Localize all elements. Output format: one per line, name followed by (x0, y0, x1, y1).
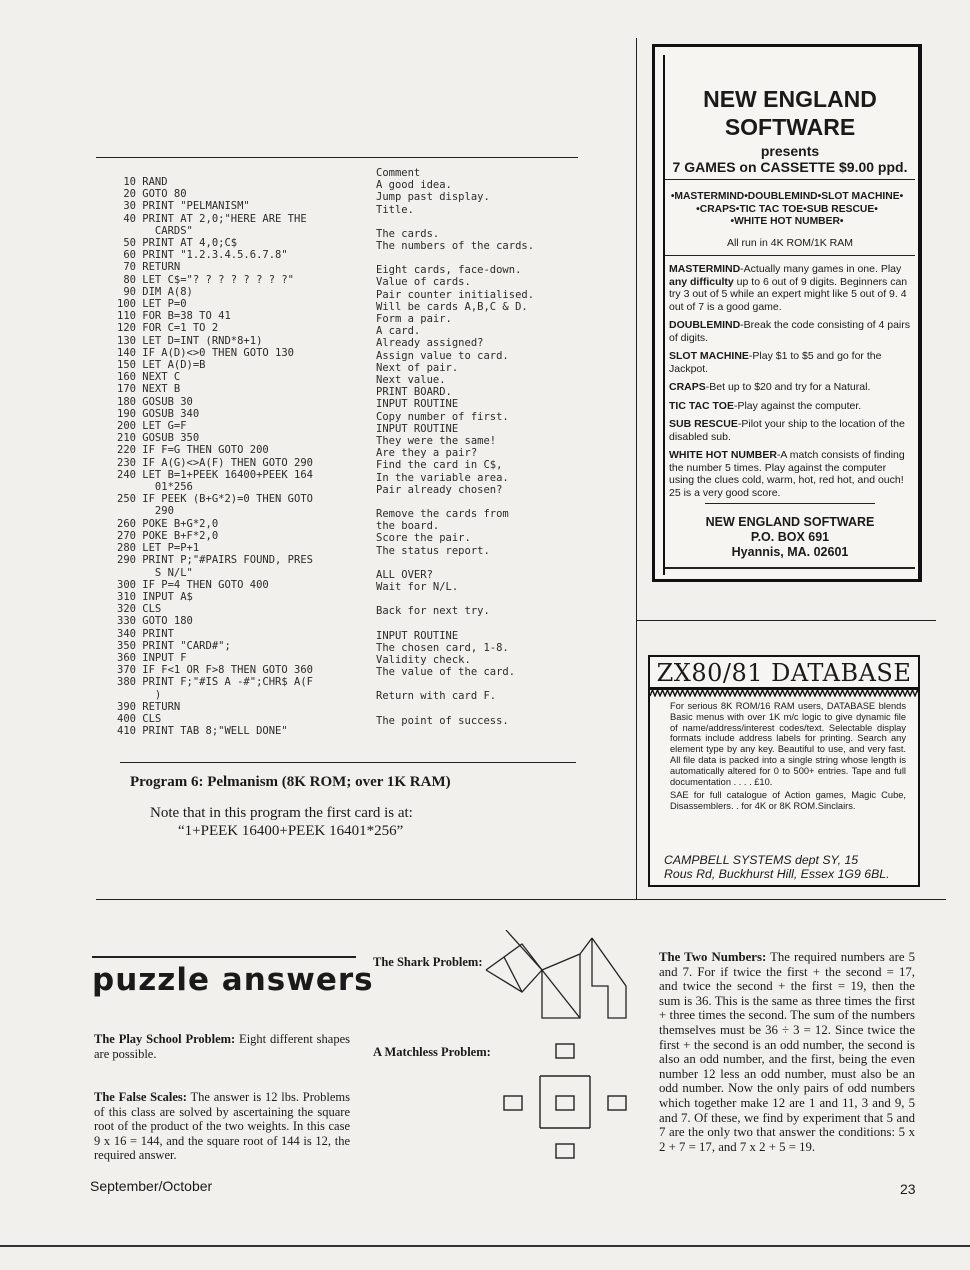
comment-line: Copy number of first. (376, 410, 509, 423)
desc-text: -Play $1 to $5 and go for the Jackpot. (669, 350, 882, 375)
two-numbers-text: The required numbers are 5 and 7. For if twice the first + the second = 17, and twice the second + the first = 19, then the sum is 36. This is the same as three times the first + three times the second. The sum of the numbers themselves must be 36 ÷ 3 = 12. Since twice the first + the second is an odd number, the second is also an odd number, and the first, being the even number 12 less an odd number, must also be an odd number. Now the only pairs of odd numbers which together make 12 are 1 and 11, 3 and 9, 5 and 7. Of these, we find by experiment that 5 and 7 are the only two that answer the conditions: 5 x 2 + 7 = 17, and 7 x 2 + 5 = 19. (659, 950, 915, 1154)
comment-line: Assign value to card. (376, 349, 509, 362)
comment-line: The cards. (376, 227, 440, 240)
comment-line: The status report. (376, 544, 490, 557)
comment-line: Value of cards. (376, 276, 471, 289)
ad-title-line-2: SOFTWARE (724, 114, 856, 140)
comment-line: The value of the card. (376, 666, 516, 679)
comment-line: Find the card in C$, (376, 459, 503, 472)
shark-label-text: The Shark Problem: (373, 955, 483, 969)
ad-bottom-rule (665, 567, 915, 569)
listing-line: ) (117, 688, 162, 701)
two-numbers-answer (659, 950, 915, 1154)
listing-line: 320 CLS (117, 603, 162, 616)
desc-text: -Play against the computer. (733, 399, 862, 412)
comment-group (376, 605, 576, 617)
address-line-3: Hyannis, MA. 02601 (731, 545, 849, 559)
column-rule (636, 38, 637, 900)
comment-line: Already assigned? (376, 337, 484, 350)
listing-line: 390 RETURN (117, 700, 181, 713)
desc-mastermind (669, 263, 911, 313)
listing-line: 360 INPUT F (117, 651, 187, 664)
comment-line: INPUT ROUTINE (376, 422, 459, 435)
games-line-2: •CRAPS•TIC TAC TOE•SUB RESCUE• (696, 203, 878, 215)
comment-group (376, 228, 576, 252)
comment-group (376, 715, 576, 727)
comment-line: Score the pair. (376, 532, 471, 545)
matchless-diagram (500, 1040, 640, 1165)
desc-name: TIC TAC TOE (669, 399, 734, 412)
offer-text: 7 GAMES on CASSETTE $9.00 ppd. (672, 159, 908, 175)
comment-line: Title. (376, 203, 414, 216)
desc-name: SUB RESCUE (669, 418, 738, 430)
comment-line: Wait for N/L. (376, 581, 459, 594)
database-title: ZX80/81 DATABASE (656, 659, 912, 687)
listing-line: 30 PRINT "PELMANISM" (117, 200, 250, 213)
comment-line: They were the same! (376, 435, 497, 448)
comment-line: The numbers of the cards. (376, 240, 535, 253)
listing-line: 50 PRINT AT 4,0;C$ (117, 237, 238, 250)
comment-line: Pair already chosen? (376, 483, 503, 496)
comment-line: Form a pair. (376, 313, 452, 326)
listing-line: 190 GOSUB 340 (117, 407, 200, 420)
ad-title (665, 85, 915, 141)
comment-group (376, 167, 576, 216)
listing-line: 340 PRINT (117, 627, 174, 640)
desc-slot-machine (669, 350, 911, 375)
database-description (670, 701, 906, 812)
address-line-2: P.O. BOX 691 (750, 530, 830, 544)
desc-doublemind (669, 319, 911, 344)
listing-line: 160 NEXT C (117, 371, 181, 384)
listing-line: 230 IF A(G)<>A(F) THEN GOTO 290 (117, 456, 313, 469)
database-body-2: SAE for full catalogue of Action games, Magic Cube, Disassemblers. . for 4K or 8K ROM.Sinclairs. (670, 790, 906, 812)
play-school-label: The Play School Problem: (94, 1032, 236, 1046)
comment-line: Eight cards, face-down. (376, 264, 522, 277)
puzzle-heading-text: puzzle answers (92, 962, 374, 998)
comment-line: Remove the cards from (376, 508, 509, 521)
listing-line: 110 FOR B=38 TO 41 (117, 310, 231, 323)
ad-address (665, 515, 915, 560)
false-scales-answer (94, 1090, 350, 1163)
desc-tic-tac-toe (669, 400, 911, 413)
comment-line: Comment (376, 167, 421, 179)
listing-line: 370 IF F<1 OR F>8 THEN GOTO 360 (117, 664, 313, 677)
matchless-label-text: A Matchless Problem: (373, 1045, 491, 1059)
ad-rule-2 (665, 255, 915, 256)
ad-runs-text: All run in 4K ROM/1K RAM (726, 237, 854, 249)
page-bottom-edge (0, 1245, 970, 1247)
listing-line: 300 IF P=4 THEN GOTO 400 (117, 578, 269, 591)
comment-line: Validity check. (376, 653, 471, 666)
desc-text-2: up to 6 out of 9 digits. Beginners can try 3 out of 5 while an expert might like 5 out of 9. 4 out of 7 is a good game. (669, 275, 908, 313)
desc-name: CRAPS (669, 381, 706, 393)
note-line-2: “1+PEEK 16400+PEEK 16401*256” (178, 823, 404, 839)
listing-line: 220 IF F=G THEN GOTO 200 (117, 444, 269, 457)
listing-line: 330 GOTO 180 (117, 615, 193, 628)
note-line-1: Note that in this program the first card is at: (150, 805, 413, 821)
database-address (664, 853, 910, 881)
listing-line: 150 LET A(D)=B (117, 359, 206, 372)
listing-line: 120 FOR C=1 TO 2 (117, 322, 219, 335)
comment-line: INPUT ROUTINE (376, 398, 459, 411)
puzzle-heading (92, 962, 374, 998)
desc-craps (669, 381, 911, 394)
comment-group (376, 690, 576, 702)
comment-line: the board. (376, 520, 440, 533)
comment-line: Next of pair. (376, 361, 459, 374)
comment-line: In the variable area. (376, 471, 509, 484)
listing-line: 350 PRINT "CARD#"; (117, 639, 231, 652)
listing-line: 100 LET P=0 (117, 298, 187, 311)
section-rule (96, 899, 946, 900)
listing-line: 270 POKE B+F*2,0 (117, 529, 219, 542)
listing-line: 240 LET B=1+PEEK 16400+PEEK 164 (117, 468, 313, 481)
comment-line: A good idea. (376, 179, 452, 192)
puzzle-heading-rule (92, 956, 356, 958)
new-england-software-ad (652, 44, 922, 582)
listing-line: 200 LET G=F (117, 420, 187, 433)
desc-name: MASTERMIND (669, 263, 741, 275)
program-caption: Program 6: Pelmanism (8K ROM; over 1K RAM) (130, 774, 451, 790)
listing-line: 260 POKE B+G*2,0 (117, 517, 219, 530)
comment-line: The point of success. (376, 714, 509, 727)
listing-line: S N/L" (117, 566, 193, 579)
listing-line: 130 LET D=INT (RND*8+1) (117, 334, 263, 347)
comment-group (376, 508, 576, 557)
ad-divider-rule (636, 620, 936, 621)
top-rule (96, 157, 578, 158)
ad-descriptions (669, 263, 911, 499)
listing-line: 380 PRINT F;"#IS A -#";CHR$ A(F (117, 676, 313, 689)
comment-line: Are they a pair? (376, 447, 478, 460)
listing-line: 310 INPUT A$ (117, 590, 193, 603)
desc-text: -Bet up to $20 and try for a Natural. (705, 381, 871, 393)
desc-text: -Pilot your ship to the location of the disabled sub. (669, 418, 905, 443)
zx-database-ad (648, 655, 920, 887)
program-comments (376, 167, 576, 739)
games-line-1: •MASTERMIND•DOUBLEMIND•SLOT MACHINE• (670, 191, 904, 202)
listing-line: 60 PRINT "1.2.3.4.5.6.7.8" (117, 249, 288, 262)
desc-name: SLOT MACHINE (669, 350, 749, 362)
database-address-1: CAMPBELL SYSTEMS dept SY, 15 (664, 853, 859, 867)
listing-line: 290 PRINT P;"#PAIRS FOUND, PRES (117, 554, 313, 567)
ad-rule-1 (665, 179, 915, 180)
program-note (150, 804, 570, 840)
program-rule (120, 762, 576, 763)
listing-line: 400 CLS (117, 712, 162, 725)
ad-games-list (659, 191, 915, 229)
listing-line: 180 GOSUB 30 (117, 395, 193, 408)
listing-line: 210 GOSUB 350 (117, 432, 200, 445)
comment-group (376, 264, 576, 496)
shark-diagram (484, 930, 634, 1025)
games-line-3: •WHITE HOT NUMBER• (730, 216, 844, 227)
listing-line: 80 LET C$="? ? ? ? ? ? ? ?" (117, 273, 295, 286)
two-numbers-label: The Two Numbers: (659, 950, 767, 964)
play-school-text: Eight different shapes are possible. (94, 1032, 350, 1061)
desc-sub-rescue (669, 418, 911, 443)
listing-line: 140 IF A(D)<>0 THEN GOTO 130 (117, 346, 295, 359)
ad-presents (665, 143, 915, 175)
desc-name: WHITE HOT NUMBER (669, 449, 777, 461)
listing-line: 170 NEXT B (117, 383, 181, 396)
listing-line: CARDS" (117, 224, 193, 237)
comment-line: ALL OVER? (376, 568, 433, 581)
desc-bold: any difficulty (669, 275, 734, 288)
database-body: For serious 8K ROM/16 RAM users, DATABASE blends Basic menus with over 1K m/c logic to give dynamic file of name/address/interest codes/text. Selectable display formats include address labels for printing. Search any element type by any key. Beautiful to use, and very fast. All file data is packed into a single string whose length is automatically altered for 0 to 500+ entries. Tape and full documentation . . . . £10. (670, 701, 906, 787)
comment-line: INPUT ROUTINE (376, 629, 459, 642)
comment-line: Back for next try. (376, 605, 490, 618)
listing-line: 40 PRINT AT 2,0;"HERE ARE THE (117, 212, 307, 225)
play-school-answer (94, 1032, 350, 1061)
listing-line: 250 IF PEEK (B+G*2)=0 THEN GOTO (117, 493, 313, 506)
ad-inner-frame (663, 55, 915, 575)
comment-line: The chosen card, 1-8. (376, 641, 509, 654)
presents-text: presents (760, 143, 820, 159)
comment-line: Pair counter initialised. (376, 288, 535, 301)
program-listing (117, 176, 357, 737)
comment-line: Will be cards A,B,C & D. (376, 300, 528, 313)
page-number: 23 (900, 1181, 916, 1197)
ad-rule-3 (705, 503, 875, 504)
shark-label (373, 955, 483, 970)
comment-group (376, 569, 576, 593)
desc-white-hot-number (669, 449, 911, 499)
issue-footer: September/October (90, 1178, 213, 1194)
desc-text: -A match consists of finding the number 5 times. Play against the computer using the clues cold, warm, hot, red hot, and ouch! 25 is a very good score. (669, 449, 905, 499)
listing-line: 10 RAND (117, 176, 168, 188)
comment-line: A card. (376, 325, 421, 338)
desc-text: -Actually many games in one. Play (740, 263, 902, 275)
ad-title-line-1: NEW ENGLAND (703, 86, 877, 112)
listing-line: 410 PRINT TAB 8;"WELL DONE" (117, 725, 288, 738)
listing-line: 290 (117, 505, 174, 518)
desc-name: DOUBLEMIND (669, 319, 741, 331)
listing-line: 70 RETURN (117, 261, 181, 274)
zigzag-border (650, 687, 918, 697)
comment-line: Next value. (376, 374, 446, 387)
false-scales-label: The False Scales: (94, 1090, 187, 1104)
listing-line: 01*256 (117, 481, 193, 494)
desc-text: -Break the code consisting of 4 pairs of digits. (669, 319, 911, 344)
matchless-label (373, 1045, 491, 1060)
comment-line: Return with card F. (376, 690, 497, 703)
comment-line: Jump past display. (376, 191, 490, 204)
comment-line: PRINT BOARD. (376, 386, 452, 399)
listing-line: 280 LET P=P+1 (117, 542, 200, 555)
database-address-2: Rous Rd, Buckhurst Hill, Essex 1G9 6BL. (664, 867, 890, 881)
false-scales-text: The answer is 12 lbs. Problems of this class are solved by ascertaining the square root of the product of the two weights. In this case 9 x 16 = 144, and the square root of 144 is 12, the required answer. (94, 1090, 350, 1162)
listing-line: 20 GOTO 80 (117, 188, 187, 201)
listing-line: 90 DIM A(8) (117, 285, 193, 298)
comment-group (376, 630, 576, 679)
address-line-1: NEW ENGLAND SOFTWARE (705, 515, 875, 529)
